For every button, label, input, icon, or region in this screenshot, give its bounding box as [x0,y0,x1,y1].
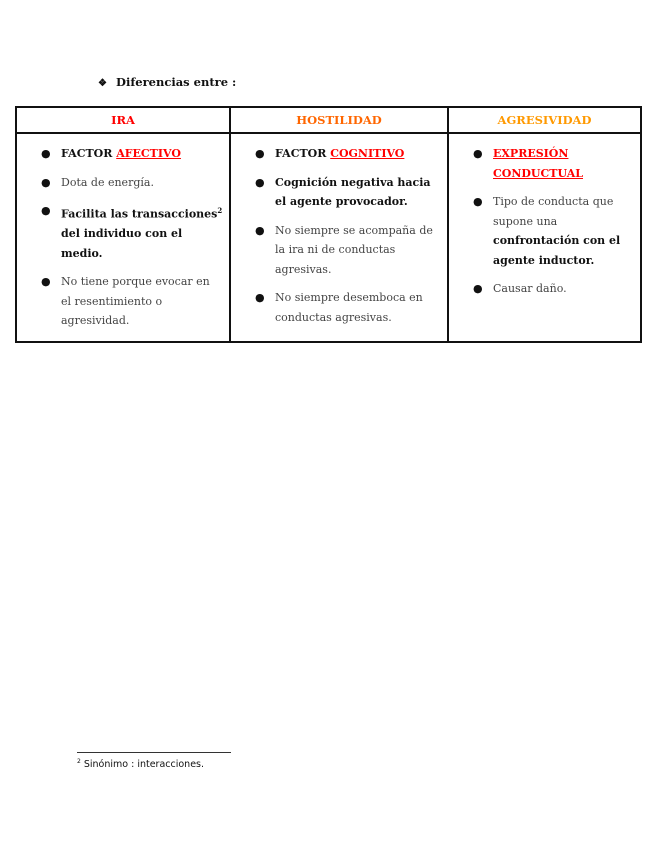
bullet-icon: ● [41,147,51,160]
comparison-table [15,106,642,343]
footnote-divider [77,752,231,753]
footnote-text: Sinónimo : interacciones. [80,759,205,771]
list-item: ● Facilita las transacciones$^2$ del individuo con el medio. [23,201,223,263]
list-item: ● No siempre se acompaña de la ira ni de conductas agresivas. [237,221,441,280]
factor-term: AFECTIVO [116,147,181,160]
bullet-icon: ● [255,291,265,304]
footnote-ref: 2 [217,206,223,215]
section-heading [98,75,236,89]
bullet-icon: ● [255,147,265,160]
footnote [77,758,204,770]
column-header-hostilidad: HOSTILIDAD [230,107,448,133]
list-item: ● No siempre desemboca en conductas agresivas. [237,288,441,327]
bullet-icon: ● [41,204,51,217]
table-header-row [16,107,641,133]
footnote-number: 2 [77,758,81,765]
column-header-agresividad: AGRESIVIDAD [448,107,641,133]
list-item: ● Dota de energía. [23,173,223,193]
bullet-icon: ● [41,175,51,189]
bullet-icon: ● [41,275,51,289]
factor-term: COGNITIVO [330,147,405,160]
list-item: ● No tiene porque evocar en el resentimiento o agresividad. [23,272,223,331]
bullet-icon: ● [473,282,483,295]
list-item: ● Cognición negativa hacia el agente provocador. [237,173,441,212]
list-item [455,144,634,183]
bullet-icon: ● [473,195,483,208]
bullet-icon: ● [473,147,483,160]
list-item: ● FACTOR COGNITIVO [237,144,441,164]
heading-text: Diferencias entre : [116,75,237,89]
column-cell-agresividad [448,133,641,342]
list-item: ● Causar daño. [455,279,634,299]
column-cell-hostilidad [230,133,448,342]
bullet-icon: ● [255,223,265,237]
column-header-ira: IRA [16,107,230,133]
list-item: ● FACTOR AFECTIVO [23,144,223,164]
table-body-row [16,133,641,342]
diamond-bullet-icon: ❖ [98,78,107,89]
factor-term: EXPRESIÓN CONDUCTUAL [493,147,583,180]
column-cell-ira [16,133,230,342]
bullet-icon: ● [255,175,265,189]
list-item: ● Tipo de conducta que supone una confrontación con el agente inductor. [455,192,634,270]
